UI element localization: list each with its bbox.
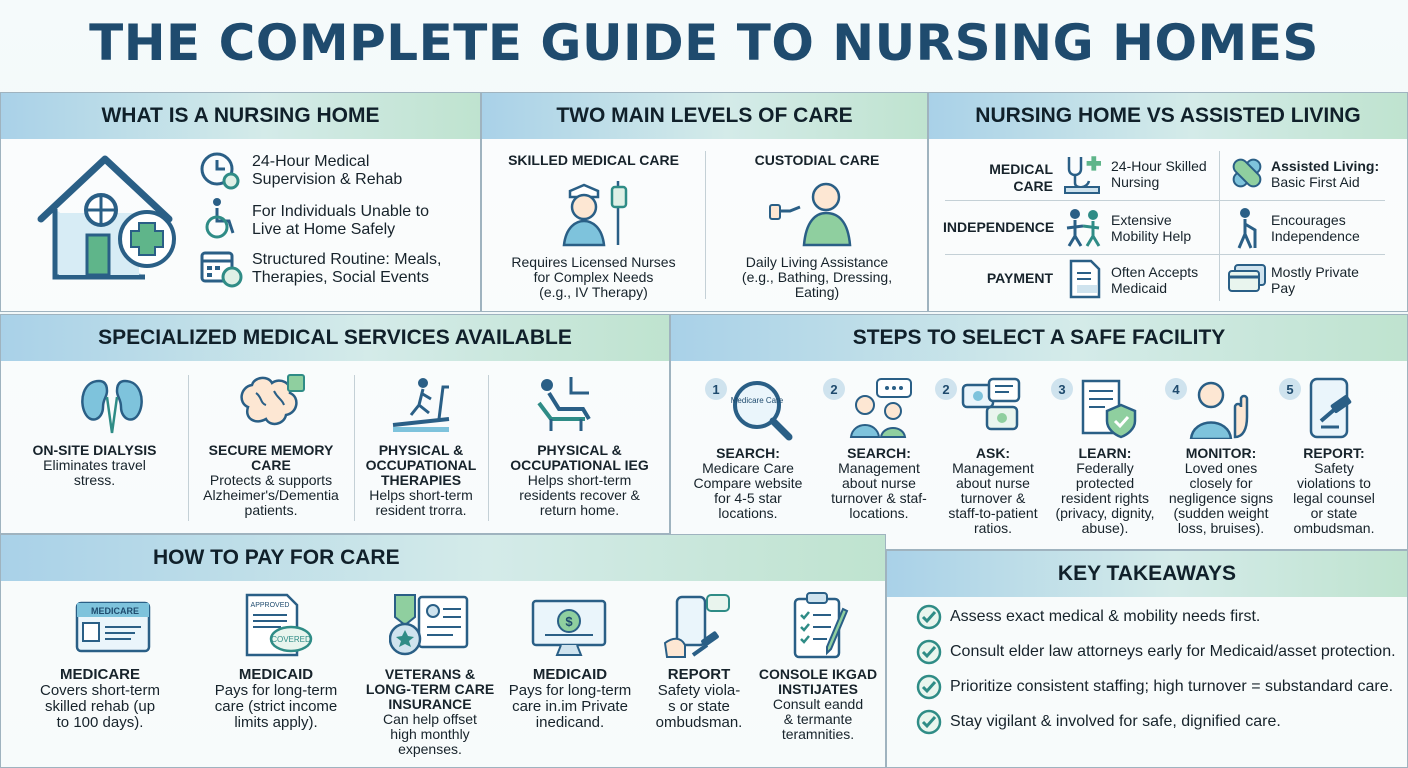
service-3-title-1: PHYSICAL & (378, 442, 464, 458)
phone-report-icon (663, 593, 733, 661)
service-3-desc-1: Helps short-term (369, 487, 473, 503)
house-medical-icon (35, 153, 181, 283)
step-6 (1277, 446, 1391, 536)
takeaway-4-text: Stay vigilant & involved for safe, dignified care. (950, 713, 1281, 730)
pay-5-title: REPORT (667, 666, 731, 683)
approved-label: APPROVED (250, 602, 290, 609)
takeaway-2 (916, 639, 1396, 665)
pay-4-desc-3: inedicand. (535, 714, 605, 731)
services-panel (0, 314, 670, 534)
skilled-care-desc-2: for Complex Needs (533, 269, 654, 285)
stethoscope-bed-icon (1061, 153, 1105, 197)
feeding-assistance-icon (768, 177, 858, 247)
step-3-desc-2: about nurse (956, 475, 1030, 491)
what-is-panel (0, 92, 481, 312)
clipboard-checklist-icon (791, 591, 853, 661)
takeaway-3 (916, 674, 1393, 700)
vs-medical-label-1: MEDICAL (989, 161, 1053, 177)
step-5-number: 4 (1165, 378, 1187, 400)
vs-payment-nh (1111, 264, 1198, 296)
pay-4-desc-2: care in.im Private (512, 698, 628, 715)
step-5-title: MONITOR: (1185, 445, 1257, 461)
pay-2-desc-2: care (strict income (214, 698, 338, 715)
step-4-desc-3: resident rights (1061, 490, 1149, 506)
treadmill-icon (389, 375, 453, 435)
pay-1-desc-3: to 100 days). (56, 714, 144, 731)
step-3 (937, 446, 1049, 536)
takeaway-1-text: Assess exact medical & mobility needs first. (950, 608, 1261, 625)
medicare-card-icon (75, 601, 151, 653)
step-1-title: SEARCH: (716, 445, 780, 461)
check-circle-icon (916, 604, 942, 630)
service-3-title-3: THERAPIES (380, 472, 462, 488)
step-2-desc-1: Management (838, 460, 920, 476)
pay-6-title-1: CONSOLE IKGAD (758, 666, 878, 682)
brain-puzzle-icon (236, 373, 308, 435)
vs-medical-nh (1111, 158, 1207, 190)
vs-row-divider-2 (945, 254, 1385, 255)
custodial-care-title: CUSTODIAL CARE (754, 152, 880, 168)
pay-panel (0, 534, 886, 768)
vs-medical-nh-2: Nursing (1111, 174, 1160, 190)
medicaid-approved-icon (243, 593, 315, 663)
monitor-dollar-icon (531, 599, 609, 659)
page-title: THE COMPLETE GUIDE TO NURSING HOMES (89, 14, 1319, 72)
wheelchair-icon (201, 197, 241, 239)
service-2-desc-1: Protects & supports (209, 472, 333, 488)
step-3-desc-3: turnover & (960, 490, 1026, 506)
step-2-number: 2 (823, 378, 845, 400)
vs-panel (928, 92, 1408, 312)
kidneys-icon (77, 375, 147, 435)
pay-1-title: MEDICARE (59, 666, 140, 683)
pay-3-title-3: INSURANCE (388, 696, 472, 712)
step-1-desc-3: for 4-5 star (714, 490, 782, 506)
what-item-1 (252, 153, 402, 189)
pay-2 (197, 667, 355, 731)
skilled-care-desc (482, 255, 705, 300)
service-4 (488, 443, 671, 518)
vs-payment-al-2: Pay (1271, 280, 1296, 296)
pay-6-title-2: INSTIJATES (778, 681, 858, 697)
step-6-title: REPORT: (1303, 445, 1365, 461)
service-2-desc-2: Alzheimer's/Dementia (203, 487, 339, 503)
speech-bubbles-icon (961, 377, 1023, 435)
takeaways-heading: KEY TAKEAWAYS (887, 551, 1407, 597)
skilled-care-desc-1: Requires Licensed Nurses (511, 254, 676, 270)
vs-row-independence-label (943, 219, 1053, 236)
check-circle-icon (916, 709, 942, 735)
skilled-care-desc-3: (e.g., IV Therapy) (539, 284, 648, 300)
vs-medical-al (1271, 158, 1379, 190)
bandage-icon (1227, 153, 1267, 193)
pay-3-desc-3: expenses. (398, 741, 462, 757)
step-3-desc-4: staff-to-patient (948, 505, 1038, 521)
service-1-desc-2: stress. (73, 472, 116, 488)
service-1-title: ON-SITE DIALYSIS (32, 442, 157, 458)
what-is-heading: WHAT IS A NURSING HOME (1, 93, 480, 139)
pay-4 (495, 667, 645, 731)
step-4 (1049, 446, 1161, 536)
what-item-2-line1: For Individuals Unable to (252, 203, 429, 220)
service-4-desc-2: residents recover & (519, 487, 640, 503)
walking-cane-icon (1231, 206, 1265, 250)
custodial-care-desc (705, 255, 929, 300)
step-5 (1161, 446, 1281, 536)
service-2 (188, 443, 354, 518)
step-3-number: 2 (935, 378, 957, 400)
step-4-desc-2: protected (1075, 475, 1135, 491)
levels-panel (481, 92, 928, 312)
services-heading: SPECIALIZED MEDICAL SERVICES AVAILABLE (1, 315, 669, 361)
pay-2-desc-1: Pays for long-term (214, 682, 338, 699)
custodial-care-desc-3: Eating) (794, 284, 840, 300)
step-1 (693, 446, 803, 521)
magnifier-icon (729, 377, 795, 443)
step-2 (821, 446, 937, 521)
step-5-desc-4: (sudden weight (1173, 505, 1269, 521)
custodial-care-desc-1: Daily Living Assistance (745, 254, 889, 270)
takeaway-1 (916, 604, 1260, 630)
step-6-desc-1: Safety (1314, 460, 1354, 476)
step-4-desc-5: abuse). (1081, 520, 1129, 536)
step-6-desc-5: ombudsman. (1293, 520, 1375, 536)
magnifier-label: Medicare Care (730, 396, 784, 405)
pay-6-desc-2: & termante (783, 711, 853, 727)
phone-gavel-icon (1305, 377, 1365, 439)
vs-payment-al-1: Mostly Private (1271, 264, 1359, 280)
custodial-care-desc-2: (e.g., Bathing, Dressing, (741, 269, 893, 285)
pay-1-desc-2: skilled rehab (up (44, 698, 156, 715)
vs-payment-al (1271, 264, 1359, 296)
skilled-care-title: SKILLED MEDICAL CARE (508, 152, 679, 168)
pay-2-desc-3: limits apply). (234, 714, 318, 731)
step-6-desc-2: violations to (1297, 475, 1371, 491)
step-5-desc-2: closely for (1189, 475, 1253, 491)
levels-heading: TWO MAIN LEVELS OF CARE (482, 93, 927, 139)
steps-heading: STEPS TO SELECT A SAFE FACILITY (671, 315, 1407, 361)
vs-independence-al-2: Independence (1271, 228, 1360, 244)
pay-3-title-1: VETERANS & (384, 666, 476, 682)
pay-4-title: MEDICAID (532, 666, 608, 683)
what-item-3 (252, 251, 441, 287)
what-item-1-line1: 24-Hour Medical (252, 153, 370, 170)
vs-medical-label-2: CARE (1013, 178, 1053, 194)
step-2-desc-3: turnover & staf- (831, 490, 927, 506)
vs-independence-al-1: Encourages (1271, 212, 1346, 228)
calendar-icon (199, 248, 243, 288)
pay-3-title-2: LONG-TERM CARE (365, 681, 495, 697)
pay-5-desc-2: s or state (668, 698, 730, 715)
vs-payment-nh-1: Often Accepts (1111, 264, 1199, 280)
pay-3-desc-2: high monthly (390, 726, 470, 742)
takeaway-3-text: Prioritize consistent staffing; high turnover = substandard care. (950, 678, 1394, 695)
service-3 (354, 443, 488, 518)
pay-2-title: MEDICAID (238, 666, 314, 683)
what-item-2-line2: Live at Home Safely (252, 221, 396, 238)
vs-medical-nh-1: 24-Hour Skilled (1111, 158, 1207, 174)
pay-heading: HOW TO PAY FOR CARE (1, 535, 885, 581)
service-2-desc-3: patients. (244, 502, 298, 518)
nurse-iv-icon (562, 177, 634, 247)
service-2-title-2: CARE (251, 457, 291, 473)
vs-payment-nh-2: Medicaid (1111, 280, 1168, 296)
check-circle-icon (916, 639, 942, 665)
stamp-label: COVERED (271, 635, 311, 644)
pay-6-desc-1: Consult eandd (772, 696, 864, 712)
step-3-desc-1: Management (952, 460, 1034, 476)
therapy-chair-icon (531, 373, 597, 435)
step-4-number: 3 (1051, 378, 1073, 400)
clock-gear-icon (199, 151, 241, 191)
pay-6 (755, 667, 881, 742)
service-4-title-1: PHYSICAL & (537, 442, 622, 458)
step-2-desc-4: locations. (849, 505, 909, 521)
step-3-title: ASK: (975, 445, 1011, 461)
service-1 (1, 443, 188, 488)
step-4-desc-4: (privacy, dignity, (1055, 505, 1155, 521)
vs-medical-al-1: Assisted Living: (1271, 158, 1380, 174)
pay-5 (641, 667, 757, 731)
pay-5-desc-1: Safety viola- (657, 682, 741, 699)
step-5-desc-3: negligence signs (1168, 490, 1274, 506)
service-2-title-1: SECURE MEMORY (208, 442, 334, 458)
service-1-desc-1: Eliminates travel (43, 457, 146, 473)
step-1-desc-4: locations. (718, 505, 778, 521)
step-4-title: LEARN: (1078, 445, 1132, 461)
veterans-medal-icon (389, 593, 471, 661)
service-3-desc-2: resident trorra. (375, 502, 467, 518)
pay-3-desc-1: Can help offset (383, 711, 477, 727)
credit-card-icon (1227, 263, 1267, 295)
what-item-1-line2: Supervision & Rehab (252, 171, 403, 188)
step-3-desc-5: ratios. (973, 520, 1013, 536)
what-item-3-line2: Therapies, Social Events (252, 269, 429, 286)
pay-3 (355, 667, 505, 757)
takeaway-4 (916, 709, 1281, 735)
check-circle-icon (916, 674, 942, 700)
vs-payment-label: PAYMENT (986, 270, 1053, 286)
what-item-2 (252, 203, 429, 239)
monitor-person-icon (1187, 377, 1253, 439)
staff-chat-icon (847, 377, 917, 439)
vs-independence-nh-1: Extensive (1111, 212, 1172, 228)
mobility-help-icon (1063, 206, 1107, 250)
scroll-shield-icon (1075, 377, 1139, 439)
service-3-title-2: OCCUPATIONAL (365, 457, 477, 473)
pay-1 (25, 667, 175, 731)
step-6-desc-4: or state (1310, 505, 1358, 521)
step-5-desc-1: Loved ones (1184, 460, 1258, 476)
pay-1-desc-1: Covers short-term (39, 682, 161, 699)
pay-5-desc-3: ombudsman. (655, 714, 743, 731)
vs-row-payment-label (943, 270, 1053, 287)
pay-6-desc-3: teramnities. (781, 726, 855, 742)
vs-row-divider-1 (945, 200, 1385, 201)
step-1-number: 1 (705, 378, 727, 400)
vs-independence-nh (1111, 212, 1191, 244)
vs-col-divider (1219, 151, 1220, 301)
step-2-title: SEARCH: (847, 445, 911, 461)
step-6-desc-3: legal counsel (1293, 490, 1375, 506)
medicare-card-label: MEDICARE (90, 606, 140, 616)
vs-row-medical-label (943, 161, 1053, 195)
service-4-title-2: OCCUPATIONAL IEG (510, 457, 649, 473)
steps-panel (670, 314, 1408, 550)
vs-independence-nh-2: Mobility Help (1111, 228, 1192, 244)
vs-independence-al (1271, 212, 1360, 244)
step-4-desc-1: Federally (1076, 460, 1134, 476)
takeaway-2-text: Consult elder law attorneys early for Medicaid/asset protection. (950, 643, 1396, 660)
pay-4-desc-1: Pays for long-term (508, 682, 632, 699)
vs-medical-al-2: Basic First Aid (1271, 174, 1360, 190)
svg-text:$: $ (565, 614, 573, 629)
what-item-3-line1: Structured Routine: Meals, (252, 251, 442, 268)
service-4-desc-1: Helps short-term (527, 472, 632, 488)
step-1-desc-2: Compare website (693, 475, 803, 491)
medicaid-document-icon (1067, 259, 1103, 299)
step-1-desc-1: Medicare Care (702, 460, 794, 476)
step-6-number: 5 (1279, 378, 1301, 400)
vs-independence-label: INDEPENDENCE (943, 219, 1055, 235)
vs-heading: NURSING HOME VS ASSISTED LIVING (929, 93, 1407, 139)
step-5-desc-5: loss, bruises). (1177, 520, 1265, 536)
step-2-desc-2: about nurse (842, 475, 916, 491)
service-4-desc-3: return home. (539, 502, 620, 518)
